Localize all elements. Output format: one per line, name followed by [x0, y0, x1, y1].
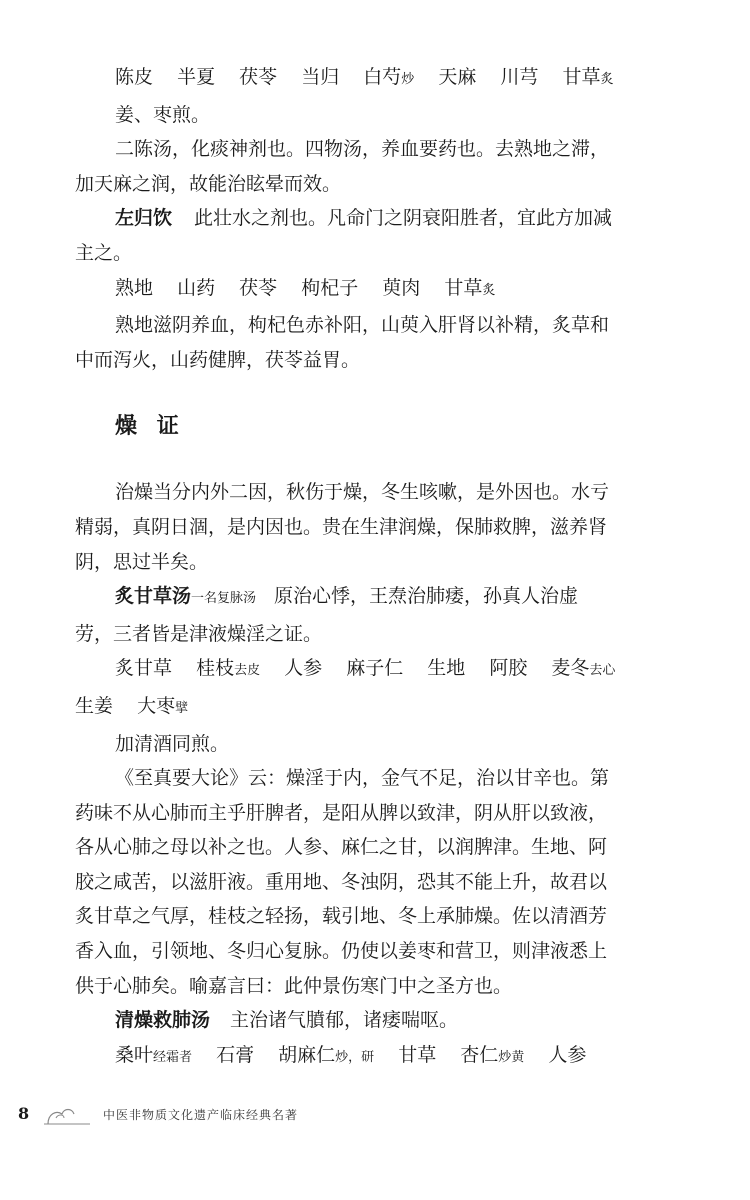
formula-ingredients-line — [75, 689, 675, 727]
ingredient: 茯苓 — [239, 66, 278, 88]
commentary-line: 药味不从心肺而主乎肝脾者，是阳从脾以致津，阴从肝以致液， — [75, 801, 608, 824]
ingredient: 萸肉 — [382, 276, 421, 299]
page-number: 8 — [18, 1104, 30, 1123]
ingredient: 生地 — [427, 657, 466, 680]
formula-name: 清燥救肺汤 — [115, 1009, 211, 1032]
ingredient: 甘草 — [398, 1043, 437, 1066]
intro-line: 治燥当分内外二因，秋伤于燥，冬生咳嗽，是外因也。水亏 — [115, 481, 610, 504]
ingredient: 当归 — [301, 66, 340, 88]
ingredient: 胡麻仁炒，研 — [278, 1043, 375, 1066]
formula-entry — [75, 579, 675, 617]
formula-name: 左归饮 — [115, 207, 173, 230]
formula-description: 原治心悸，王焘治肺痿，孙真人治虚 — [274, 585, 579, 608]
ingredient: 生姜 — [75, 694, 114, 717]
prep-note: 炙 — [482, 282, 496, 298]
ingredient: 麻子仁 — [346, 657, 404, 680]
formula-entry — [75, 201, 675, 236]
commentary-line: 熟地滋阴养血，枸杞色赤补阳，山萸入肝肾以补精，炙草和 — [115, 314, 610, 337]
commentary-line: 胶之咸苦，以滋肝液。重用地、冬浊阴，恐其不能上升，故君以 — [75, 870, 608, 893]
formula-entry — [75, 1003, 675, 1038]
formula-name: 炙甘草汤 — [115, 585, 192, 608]
book-series-title: 中医非物质文化遗产临床经典名著 — [103, 1108, 299, 1122]
formula-ingredients-line — [75, 271, 675, 309]
ingredient: 阿胶 — [489, 657, 528, 680]
prep-note: 炒 — [401, 72, 415, 87]
ingredient: 白芍炒 — [363, 66, 415, 88]
ingredient: 人参 — [548, 1043, 587, 1066]
ingredient: 大枣擘 — [137, 694, 189, 717]
commentary-line: 加天麻之润，故能治眩晕而效。 — [75, 172, 342, 195]
commentary-line: 《至真要大论》云：燥淫于内，金气不足，治以甘辛也。第 — [115, 767, 610, 790]
preparation-line: 加清酒同煎。 — [115, 732, 230, 755]
formula-description-cont: 劳，三者皆是津液燥淫之证。 — [75, 622, 323, 645]
prep-note: 炒黄 — [498, 1049, 525, 1065]
formula-ingredients-line — [75, 60, 675, 98]
commentary-line: 中而泻火，山药健脾，茯苓益胃。 — [75, 348, 361, 371]
page-content — [75, 60, 675, 1075]
ingredient: 熟地 — [115, 276, 154, 299]
ingredient: 天麻 — [438, 66, 477, 88]
commentary-line: 供于心肺矣。喻嘉言曰：此仲景伤寒门中之圣方也。 — [75, 974, 513, 997]
commentary-line: 香入血，引领地、冬归心复脉。仍使以姜枣和营卫，则津液悉上 — [75, 940, 608, 963]
prep-note: 去心 — [589, 663, 616, 679]
prep-note: 炙 — [600, 72, 614, 87]
prep-note: 炒，研 — [335, 1049, 375, 1065]
commentary-line: 各从心肺之母以补之也。人参、麻仁之甘，以润脾津。生地、阿 — [75, 836, 608, 859]
formula-ingredients-line — [75, 1038, 675, 1076]
ingredient: 川芎 — [500, 66, 539, 88]
formula-ingredients-line — [75, 651, 675, 689]
intro-line: 精弱，真阴日涸，是内因也。贵在生津润燥，保肺救脾，滋养肾 — [75, 515, 608, 538]
ingredient: 山药 — [177, 276, 216, 299]
prep-note: 经霜者 — [153, 1049, 193, 1065]
ingredient: 桑叶经霜者 — [115, 1043, 193, 1066]
ingredient: 石膏 — [216, 1043, 255, 1066]
formula-alias: 一名复脉汤 — [191, 591, 257, 607]
page-footer — [18, 1102, 732, 1128]
ingredient: 桂枝去皮 — [196, 657, 261, 680]
ingredient: 杏仁炒黄 — [460, 1043, 525, 1066]
ingredient: 陈皮 — [115, 66, 154, 88]
ingredient: 甘草炙 — [562, 66, 614, 88]
ingredient: 甘草炙 — [444, 276, 496, 299]
intro-line: 阴，思过半矣。 — [75, 550, 209, 573]
ingredient: 麦冬去心 — [551, 657, 616, 680]
ingredient: 炙甘草 — [115, 657, 173, 680]
commentary-line: 炙甘草之气厚，桂枝之轻扬，载引地、冬上承肺燥。佐以清酒芳 — [75, 905, 608, 928]
cloud-ornament-icon — [42, 1102, 92, 1128]
section-heading: 燥证 — [115, 414, 199, 440]
preparation-line: 姜、枣煎。 — [115, 103, 211, 126]
commentary-line: 二陈汤，化痰神剂也。四物汤，养血要药也。去熟地之滞， — [115, 138, 610, 161]
formula-description: 主治诸气膹郁，诸痿喘呕。 — [230, 1009, 459, 1032]
prep-note: 去皮 — [234, 663, 261, 679]
formula-description: 此壮水之剂也。凡命门之阴衰阳胜者，宜此方加减 — [194, 207, 613, 230]
ingredient: 半夏 — [177, 66, 216, 88]
ingredient: 枸杞子 — [301, 276, 359, 299]
ingredient: 茯苓 — [239, 276, 278, 299]
prep-note: 擘 — [175, 700, 189, 716]
formula-description-cont: 主之。 — [75, 241, 133, 264]
ingredient: 人参 — [284, 657, 323, 680]
